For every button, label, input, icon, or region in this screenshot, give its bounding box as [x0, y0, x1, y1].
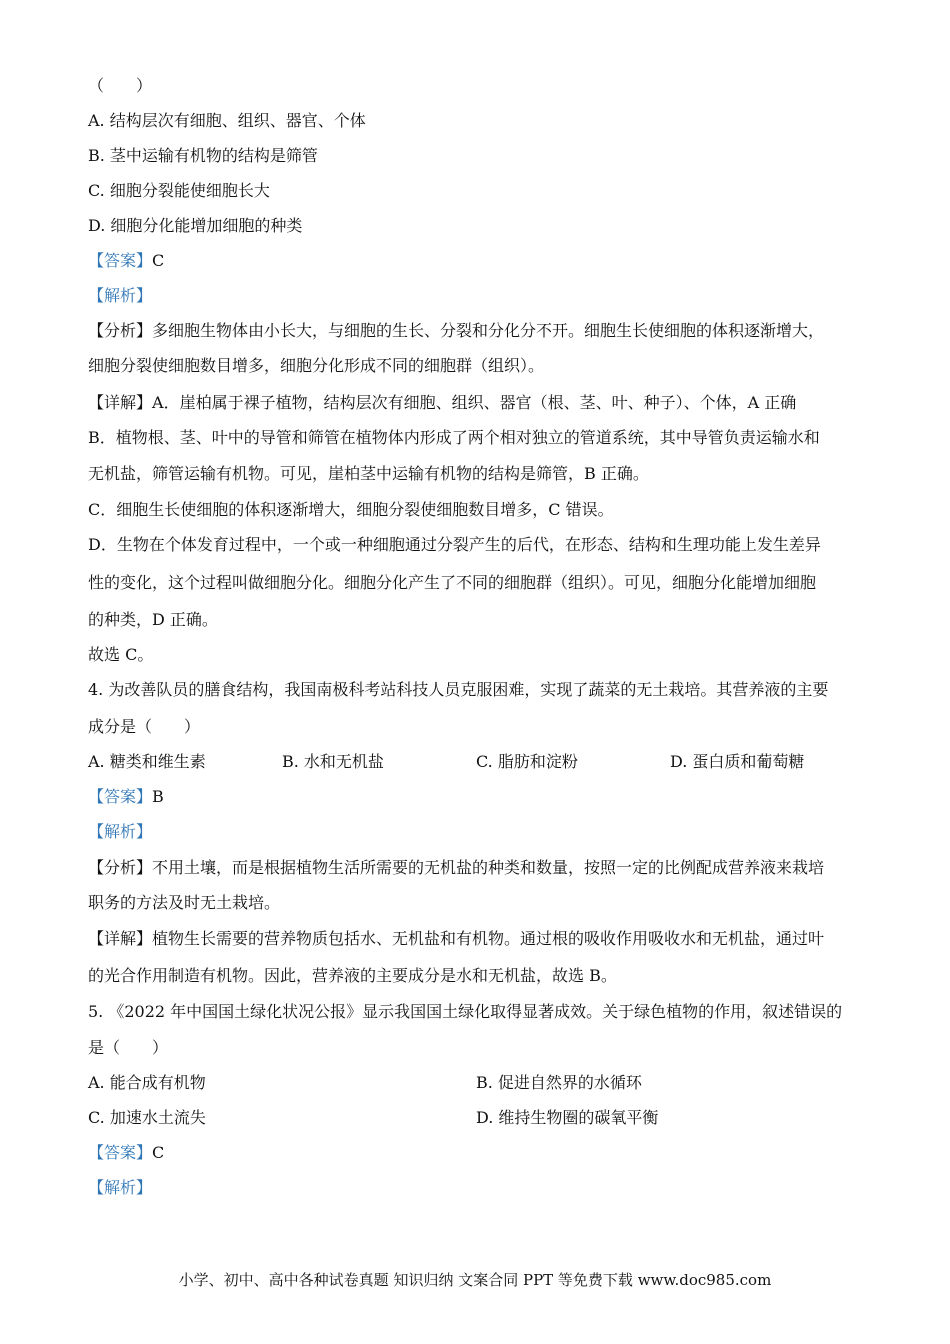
- answer-tag: 【答案】: [88, 251, 153, 270]
- q3-detail-line-5: D．生物在个体发育过程中，一个或一种细胞通过分裂产生的后代，在形态、结构和生理功能上发生差异: [88, 535, 821, 554]
- analysis-tag: 【解析】: [88, 286, 153, 305]
- answer-value: B: [152, 787, 164, 806]
- fenxi-text: 多细胞生物体由小长大，与细胞的生长、分裂和分化分不开。细胞生长使细胞的体积逐渐增大，: [152, 321, 825, 340]
- q5-answer-line: [88, 1143, 164, 1163]
- q4-option-b: B. 水和无机盐: [282, 752, 384, 771]
- detail-text: A．崖柏属于裸子植物，结构层次有细胞、组织、器官（根、茎、叶、种子）、个体，A 正确: [152, 393, 797, 412]
- q3-stem-tail: （ ）: [88, 76, 153, 95]
- q3-detail-line-4: C．细胞生长使细胞的体积逐渐增大，细胞分裂使细胞数目增多，C 错误。: [88, 500, 614, 519]
- q3-option-a: A. 结构层次有细胞、组织、器官、个体: [88, 111, 366, 130]
- fenxi-tag: 【分析】: [88, 858, 153, 877]
- q5-stem-line-1: 5. 《2022 年中国国土绿化状况公报》显示我国国土绿化取得显著成效。关于绿色植物的作用，叙述错误的: [88, 1002, 843, 1021]
- q3-detail-line-1: [88, 393, 796, 413]
- q3-detail-line-6: 性的变化，这个过程叫做细胞分化。细胞分化产生了不同的细胞群（组织）。可见，细胞分化能增加细胞: [88, 573, 817, 592]
- q3-option-c: C. 细胞分裂能使细胞长大: [88, 181, 270, 200]
- q3-conclusion: 故选 C。: [88, 645, 154, 664]
- q3-answer-line: [88, 251, 164, 271]
- q3-detail-line-2: B．植物根、茎、叶中的导管和筛管在植物体内形成了两个相对独立的管道系统，其中导管负责运输水和: [88, 428, 820, 447]
- page-footer: 小学、初中、高中各种试卷真题 知识归纳 文案合同 PPT 等免费下载 www.doc985.com: [178, 1271, 772, 1289]
- q4-analysis-tag: [88, 822, 152, 842]
- q5-option-b: B. 促进自然界的水循环: [476, 1073, 642, 1092]
- q4-option-d: D. 蛋白质和葡萄糖: [670, 752, 805, 771]
- q3-detail-line-7: 的种类，D 正确。: [88, 610, 218, 629]
- q3-option-d: D. 细胞分化能增加细胞的种类: [88, 216, 303, 235]
- q4-fenxi-line-1: [88, 858, 824, 878]
- detail-tag: 【详解】: [88, 929, 153, 948]
- q5-option-c: C. 加速水土流失: [88, 1108, 206, 1127]
- q4-option-c: C. 脂肪和淀粉: [476, 752, 578, 771]
- answer-value: C: [152, 1143, 165, 1162]
- detail-tag: 【详解】: [88, 393, 153, 412]
- q5-stem-line-2: 是（ ）: [88, 1038, 169, 1057]
- q4-stem-line-1: 4. 为改善队员的膳食结构，我国南极科考站科技人员克服困难，实现了蔬菜的无土栽培。其营养液的主要: [88, 680, 829, 699]
- answer-tag: 【答案】: [88, 787, 153, 806]
- q3-fenxi-line-1: [88, 321, 824, 341]
- q4-detail-line-1: [88, 929, 824, 949]
- q5-option-a: A. 能合成有机物: [88, 1073, 206, 1092]
- fenxi-tag: 【分析】: [88, 321, 153, 340]
- q4-option-a: A. 糖类和维生素: [88, 752, 206, 771]
- q3-fenxi-line-2: 细胞分裂使细胞数目增多，细胞分化形成不同的细胞群（组织）。: [88, 356, 545, 375]
- q3-option-b: B. 茎中运输有机物的结构是筛管: [88, 146, 318, 165]
- analysis-tag: 【解析】: [88, 1178, 153, 1197]
- answer-tag: 【答案】: [88, 1143, 153, 1162]
- q4-fenxi-line-2: 职务的方法及时无土栽培。: [88, 893, 281, 912]
- analysis-tag: 【解析】: [88, 822, 153, 841]
- q3-analysis-tag: [88, 286, 152, 306]
- q5-analysis-tag: [88, 1178, 152, 1198]
- answer-value: C: [152, 251, 165, 270]
- detail-text: 植物生长需要的营养物质包括水、无机盐和有机物。通过根的吸收作用吸收水和无机盐，通过叶: [152, 929, 825, 948]
- q3-detail-line-3: 无机盐，筛管运输有机物。可见，崖柏茎中运输有机物的结构是筛管，B 正确。: [88, 464, 649, 483]
- q4-answer-line: [88, 787, 164, 807]
- q4-detail-line-2: 的光合作用制造有机物。因此，营养液的主要成分是水和无机盐，故选 B。: [88, 966, 617, 985]
- q5-option-d: D. 维持生物圈的碳氧平衡: [476, 1108, 659, 1127]
- q4-stem-line-2: 成分是（ ）: [88, 717, 201, 736]
- fenxi-text: 不用土壤，而是根据植物生活所需要的无机盐的种类和数量，按照一定的比例配成营养液来栽培: [152, 858, 825, 877]
